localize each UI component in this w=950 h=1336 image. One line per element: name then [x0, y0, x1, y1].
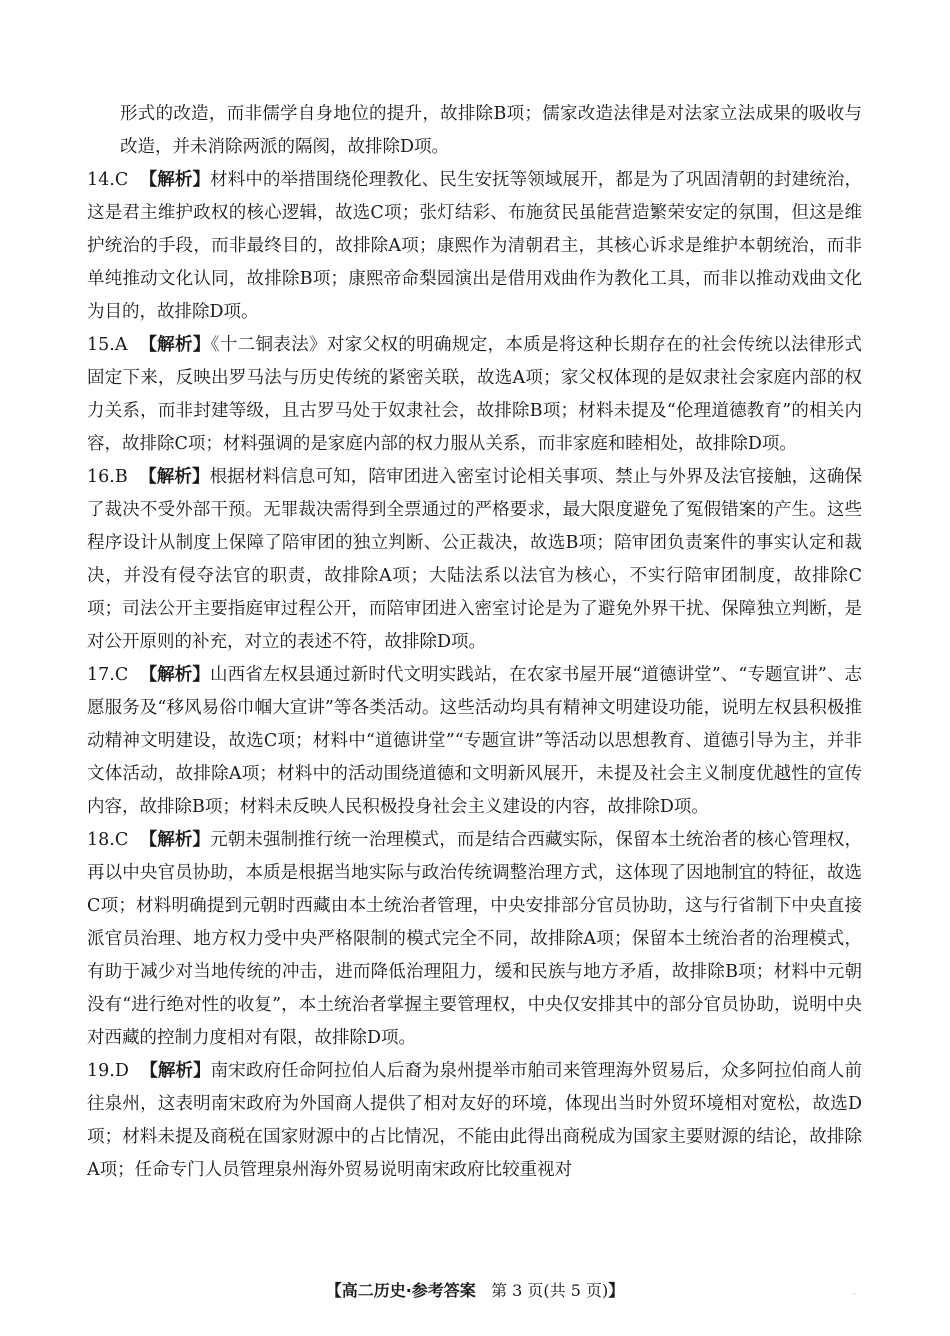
- answer-item-15: [87, 329, 862, 461]
- answer-content: [87, 98, 862, 1187]
- item-number: 16.: [87, 467, 115, 487]
- item-text: 《十二铜表法》对家父权的明确规定，本质是将这种长期存在的社会传统以法律形式固定下来，反映出罗马法与历史传统的紧密关联，故选A项；家父权体现的是奴隶社会家庭内部的权力关系，而非封建等级，且古罗马处于奴隶社会，故排除B项；材料未提及“伦理道德教育”的相关内容，故排除C项；材料强调的是家庭内部的权力服从关系，而非家庭和睦相处，故排除D项。: [87, 335, 863, 454]
- page-footer: [0, 1281, 950, 1301]
- analysis-tag: 【解析】: [139, 170, 211, 190]
- footer-dot: ·: [405, 1281, 412, 1300]
- item-answer: B: [114, 467, 128, 487]
- footer-title: 高二历史: [341, 1281, 406, 1300]
- item-text: 材料中的举措围绕伦理教化、民生安抚等领域展开，都是为了巩固清朝的封建统治，这是君主维护政权的核心逻辑，故选C项；张灯结彩、布施贫民虽能营造繁荣安定的氛围，但这是维护统治的手段，而非最终目的，故排除A项；康熙作为清朝君主，其核心诉求是维护本朝统治，而非单纯推动文化认同，故排除B项；康熙帝命梨园演出是借用戏曲作为教化工具，而非以推动戏曲文化为目的，故排除D项。: [87, 170, 862, 322]
- item-text: 南宋政府任命阿拉伯人后裔为泉州提举市舶司来管理海外贸易后，众多阿拉伯商人前往泉州，这表明南宋政府为外国商人提供了相对友好的环境，体现出当时外贸环境相对宽松，故选D项；材料未提及商税在国家财源中的占比情况，不能由此得出商税成为国家主要财源的结论，故排除A项；任命专门人员管理泉州海外贸易说明南宋政府比较重视对: [87, 1061, 862, 1180]
- answer-item-16: [87, 461, 862, 659]
- item-number: 15.: [87, 335, 115, 355]
- footer-subtitle: 参考答案: [411, 1281, 476, 1300]
- footer-left-bracket: 【: [325, 1281, 342, 1300]
- item-answer: C: [114, 665, 129, 685]
- analysis-tag: 【解析】: [139, 335, 211, 355]
- answer-item-17: [87, 659, 862, 824]
- footer-right-bracket: 】: [608, 1281, 625, 1300]
- item-text: 山西省左权县通过新时代文明实践站，在农家书屋开展“道德讲堂”、“专题宣讲”、志愿服务及“移风易俗巾帼大宣讲”等各类活动。这些活动均具有精神文明建设功能，说明左权县积极推动精神文明建设，故选C项；材料中“道德讲堂”“专题宣讲”等活动以思想教育、道德引导为主，并非文体活动，故排除A项；材料中的活动围绕道德和文明新风展开，未提及社会主义制度优越性的宣传内容，故排除B项；材料未反映人民积极投身社会主义建设的内容，故排除D项。: [87, 665, 862, 817]
- item-text: 元朝未强制推行统一治理模式，而是结合西藏实际，保留本土统治者的核心管理权，再以中央官员协助，本质是根据当地实际与政治传统调整治理方式，这体现了因地制宜的特征，故选C项；材料明确提到元朝时西藏由本土统治者管理，中央安排部分官员协助，这与行省制下中央直接派官员治理、地方权力受中央严格限制的模式完全不同，故排除A项；保留本土统治者的治理模式，有助于减少对当地传统的冲击，进而降低治理阻力，缓和民族与地方矛盾，故排除B项；材料中元朝没有“进行绝对性的收复”，本土统治者掌握主要管理权，中央仅安排其中的部分官员协助，说明中央对西藏的控制力度相对有限，故排除D项。: [87, 830, 862, 1048]
- corner-mark: ··: [852, 1290, 858, 1299]
- item-number: 14.: [87, 170, 115, 190]
- answer-item-18: [87, 824, 862, 1055]
- item-answer: A: [114, 335, 128, 355]
- analysis-tag: 【解析】: [139, 830, 211, 850]
- item-answer: C: [114, 170, 129, 190]
- analysis-tag: 【解析】: [139, 665, 210, 685]
- item-answer: C: [114, 830, 129, 850]
- answer-item-19: [87, 1055, 862, 1187]
- item-number: 18.: [87, 830, 115, 850]
- intro-paragraph: 形式的改造，而非儒学自身地位的提升，故排除B项；儒家改造法律是对法家立法成果的吸收与改造，并未消除两派的隔阂，故排除D项。: [120, 104, 862, 157]
- answer-item-14: [87, 164, 862, 329]
- footer-page-number: 第 3 页(共 5 页): [491, 1281, 609, 1300]
- item-answer: D: [114, 1061, 129, 1081]
- item-text: 根据材料信息可知，陪审团进入密室讨论相关事项、禁止与外界及法官接触，这确保了裁决不受外部干预。无罪裁决需得到全票通过的严格要求，最大限度避免了冤假错案的产生。这些程序设计从制度上保障了陪审团的独立判断、公正裁决，故选B项；陪审团负责案件的事实认定和裁决，并没有侵夺法官的职责，故排除A项；大陆法系以法官为核心，不实行陪审团制度，故排除C项；司法公开主要指庭审过程公开，而陪审团进入密室讨论是为了避免外界干扰、保障独立判断，是对公开原则的补充，对立的表述不符，故排除D项。: [87, 467, 863, 652]
- analysis-tag: 【解析】: [139, 467, 210, 487]
- item-number: 19.: [87, 1061, 115, 1081]
- analysis-tag: 【解析】: [140, 1061, 211, 1081]
- item-number: 17.: [87, 665, 115, 685]
